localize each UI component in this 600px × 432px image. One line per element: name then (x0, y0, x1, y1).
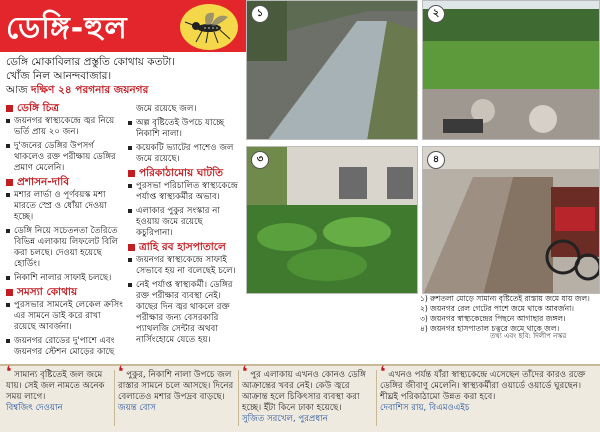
list-item: নিকাশি নালার সাফাই চলছে। (6, 273, 124, 284)
quote-text: এখনও পর্যন্ত যাঁরা স্বাস্থ্যকেন্দ্রে এসেছেন তাঁদের কারও রক্তে ডেঙ্গির জীবাণু মেলেনি। স্বাস্থ্যকর্মীরা ওয়ার্ডে ওয়ার্ডে ঘুরছেন। শীঘ্রই পরিকাঠামো উন্নত করা হবে। (380, 370, 586, 402)
caption-line: ২) জয়নগর রেল গেটের পাশে জমে থাকে আবর্জনা। (420, 304, 574, 313)
continued-text: জমে রয়েছে জল। (136, 104, 197, 114)
quote-3 (242, 362, 372, 426)
intro-line-2: খোঁজ নিল আনন্দবাজার। (6, 70, 112, 82)
quote-mark-icon: ❛ (118, 362, 124, 381)
photo-flooded-road (246, 0, 418, 140)
photo-number-badge: ৪ (427, 151, 445, 169)
quote-divider (376, 370, 377, 426)
list-item: অল্প বৃষ্টিতেই উপচে যাচ্ছে নিকাশি নালা। (128, 118, 242, 140)
quote-text: পুকুর, নিকাশি নালা উপচে জল রাস্তার সামনে চলে আসছে। দিনের বেলাতেও মশার উপদ্রব বাড়ছে। (118, 370, 234, 402)
list-item: পুরসভার সামনেই লেকেল ক্রসিং এর সামনে ডাই করে রাখা রয়েছে আবর্জনা। (6, 300, 124, 333)
quote-2 (118, 362, 234, 426)
intro-location: দক্ষিণ ২৪ পরগনার জয়নগর (30, 84, 149, 96)
left-column (6, 100, 124, 361)
quote-text: সামান্য বৃষ্টিতেই জল জমে যায়। সেই জল নামতে অনেক সময় লাগে। (6, 370, 105, 402)
list-item: নেই পর্যাপ্ত স্বাস্থ্যকর্মী। ডেঙ্গির রক্ত পরীক্ষার ব্যবস্থা নেই। কাছের দিন জ্বর থাকলে রক্ত পরীক্ষার জন্য বেসরকারি প্যাথলজি সেন্টার অথবা নার্সিংহোমে যেতে হয়। (128, 280, 242, 346)
caption-line: ৪) জয়নগর হাসপাতাল চত্বরে জমে থাকে জল। (420, 324, 560, 333)
list-item: জয়নগর রোডের দু'পাশে এবং জয়নগর স্টেশন মোড়ের কাছে (6, 336, 124, 358)
caption-line: ১) রুশতলা মোড়ে সামান্য বৃষ্টিতেই রাস্তায় জমে যায় জল। (420, 294, 590, 303)
photo-number-badge: ২ (427, 5, 445, 23)
quote-mark-icon: ❛ (380, 362, 386, 381)
photo-overgrowth (246, 146, 418, 294)
quote-author: বিশ্বজিৎ দেওয়ান (6, 403, 63, 413)
quote-divider (114, 370, 115, 426)
photo-number-badge: ৩ (251, 151, 269, 169)
quote-divider (238, 370, 239, 426)
caption-line: ৩) জয়নগর স্বাস্থ্যকেন্দ্রের পিছনে আগাছার জঙ্গল। (420, 314, 566, 323)
intro-text (6, 55, 242, 97)
section-heading: ডেঙ্গি চিত্র (6, 103, 124, 114)
middle-column (128, 104, 242, 349)
list-item: মশার লার্ভা ও পূর্ণবয়স্ক মশা মারতে স্প্রে ও ধোঁয়া দেওয়া হচ্ছে। (6, 190, 124, 223)
intro-line-1: ডেঙ্গি মোকাবিলার প্রস্তুতি কোথায় কতটা। (6, 56, 176, 68)
list-item: জয়নগর স্বাস্থ্যকেন্দ্রে জ্বর নিয়ে ভর্তি প্রায় ২০ জন। (6, 116, 124, 138)
list-item: এলাকার পুকুর সংস্কার না হওয়ায় জমে রয়েছে কচুরিপানা। (128, 206, 242, 239)
list-item: ডেঙ্গি নিয়ে সচেতনতা তৈরিতে বিভিন্ন এলাকায় লিফলেট বিলি করা চলছে। দেওয়া হয়েছে হোর্ডিং। (6, 226, 124, 270)
photo-garbage-field (422, 0, 600, 140)
list-item: দু'জনের ডেঙ্গির উপসর্গ থাকলেও রক্ত পরীক্ষায় ডেঙ্গির প্রমাণ মেলেনি। (6, 141, 124, 174)
section-heading: সমস্যা কোথায় (6, 287, 124, 298)
quote-author: সুজিত সরখেল, পুরপ্রধান (242, 414, 328, 424)
section-heading: পরিকাঠামোয় ঘাটতি (128, 168, 242, 179)
section-heading: প্রশাসন-দাবি (6, 177, 124, 188)
quote-mark-icon: ❛ (242, 362, 248, 381)
mosquito-icon (180, 4, 238, 50)
list-item: কয়েকটি ভ্যাটের পাশেও জল জমে রয়েছে। (128, 143, 242, 165)
quote-text: পুর এলাকায় এখনও কোনও ডেঙ্গি আক্রান্তের খবর নেই। কেউ জ্বরে আক্রান্ত হলে চিকিৎসার ব্যবস্থা করা হচ্ছে। ইঁটা কিনে ঢাকা হয়েছে। (242, 370, 366, 413)
photo-hospital-yard (422, 146, 600, 294)
page-title: ডেঙ্গি-হুল (6, 11, 128, 46)
section-heading: ত্রাহি রব হাসপাতালে (128, 242, 242, 253)
list-item: পুরসভা পরিচালিত স্বাস্থ্যকেন্দ্রে পর্যাপ্ত স্বাস্থ্যকর্মীর অভাব। (128, 181, 242, 203)
quote-4 (380, 362, 594, 426)
intro-line-3 (6, 83, 242, 97)
quote-author: জয়ন্ত বোস (118, 403, 156, 413)
photo-credit: তথ্য এবং ছবি: দিলীপ নস্কর (490, 332, 567, 340)
photo-caption (420, 294, 598, 334)
quote-mark-icon: ❛ (6, 362, 12, 381)
quote-1 (6, 362, 110, 426)
photo-number-badge: ১ (251, 5, 269, 23)
quote-author: দেবাশিস রায়, বিএমওএইচ (380, 403, 470, 413)
list-item: জয়নগর স্বাস্থ্যকেন্দ্রে সাফাই সেভাবে হয় না বলেছেই চলে। (128, 255, 242, 277)
intro-prefix: আজ (6, 84, 31, 96)
